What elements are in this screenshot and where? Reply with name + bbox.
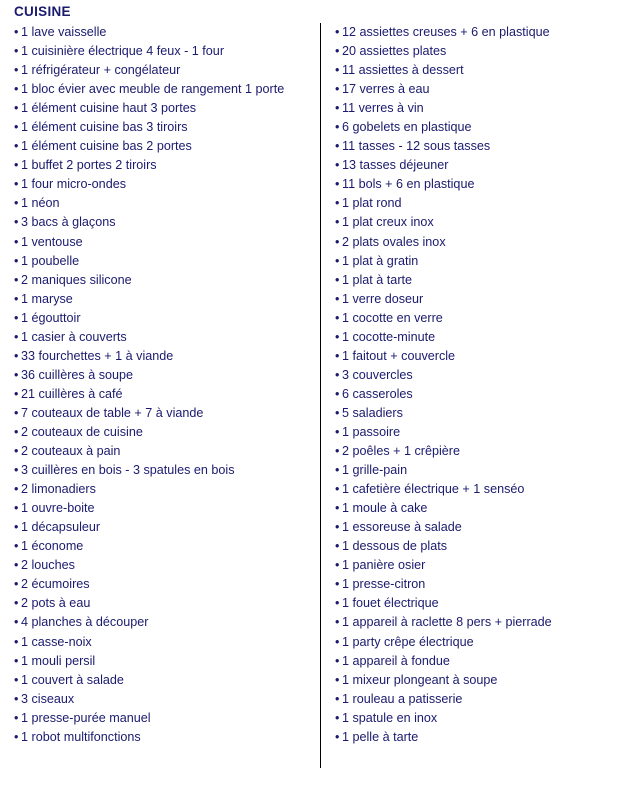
list-item	[335, 175, 621, 194]
list-item	[14, 728, 314, 747]
list-item	[14, 461, 314, 480]
bullet-marker: •	[14, 82, 19, 97]
list-item-label: 4 planches à découper	[21, 615, 149, 630]
list-item	[335, 347, 621, 366]
bullet-marker: •	[335, 386, 340, 401]
bullet-marker: •	[14, 139, 19, 154]
two-column-layout	[14, 23, 621, 768]
bullet-marker: •	[335, 501, 340, 516]
bullet-marker: •	[14, 729, 19, 744]
list-item-label: 1 essoreuse à salade	[342, 520, 462, 535]
list-item-label: 1 néon	[21, 196, 60, 211]
list-item-label: 13 tasses déjeuner	[342, 158, 449, 173]
list-item	[335, 613, 621, 632]
list-item	[14, 366, 314, 385]
list-item	[14, 290, 314, 309]
bullet-marker: •	[335, 101, 340, 116]
list-item-label: 1 maryse	[21, 291, 73, 306]
list-item-label: 1 cocotte-minute	[342, 329, 436, 344]
list-item-label: 1 casse-noix	[21, 634, 92, 649]
bullet-marker: •	[335, 672, 340, 687]
list-item-label: 1 faitout + couvercle	[342, 348, 456, 363]
list-item	[14, 347, 314, 366]
list-item-label: 1 dessous de plats	[342, 539, 448, 554]
bullet-marker: •	[335, 463, 340, 478]
list-item	[14, 137, 314, 156]
list-item-label: 12 assiettes creuses + 6 en plastique	[342, 25, 550, 39]
bullet-marker: •	[14, 101, 19, 116]
list-item-label: 1 économe	[21, 539, 84, 554]
list-item	[14, 61, 314, 80]
list-item	[14, 309, 314, 328]
list-item-label: 1 plat rond	[342, 196, 402, 211]
bullet-marker: •	[335, 253, 340, 268]
list-item-label: 1 plat à gratin	[342, 253, 419, 268]
list-item-label: 1 mixeur plongeant à soupe	[342, 672, 498, 687]
bullet-marker: •	[14, 634, 19, 649]
list-item-label: 1 mouli persil	[21, 653, 96, 668]
bullet-marker: •	[14, 44, 19, 59]
bullet-marker: •	[14, 463, 19, 478]
bullet-marker: •	[14, 196, 19, 211]
list-item	[14, 80, 314, 99]
bullet-marker: •	[335, 634, 340, 649]
list-item	[335, 518, 621, 537]
bullet-marker: •	[14, 215, 19, 230]
bullet-marker: •	[14, 291, 19, 306]
bullet-marker: •	[335, 729, 340, 744]
list-item-label: 1 élément cuisine bas 3 tiroirs	[21, 120, 188, 135]
list-item-label: 1 presse-purée manuel	[21, 710, 151, 725]
bullet-marker: •	[14, 710, 19, 725]
list-item	[335, 23, 621, 42]
list-item	[14, 23, 314, 42]
bullet-marker: •	[14, 520, 19, 535]
list-item-label: 1 four micro-ondes	[21, 177, 126, 192]
list-item-label: 3 ciseaux	[21, 691, 75, 706]
list-item-label: 7 couteaux de table + 7 à viande	[21, 405, 204, 420]
bullet-marker: •	[14, 577, 19, 592]
list-item	[14, 385, 314, 404]
bullet-marker: •	[335, 405, 340, 420]
list-item-label: 2 maniques silicone	[21, 272, 132, 287]
bullet-marker: •	[14, 558, 19, 573]
list-item-label: 1 ventouse	[21, 234, 83, 249]
list-item	[14, 233, 314, 252]
list-item-label: 1 égouttoir	[21, 310, 81, 325]
list-item-label: 1 party crêpe électrique	[342, 634, 474, 649]
list-item-label: 1 presse-citron	[342, 577, 426, 592]
list-item	[14, 271, 314, 290]
bullet-marker: •	[335, 367, 340, 382]
list-item	[335, 61, 621, 80]
bullet-marker: •	[14, 177, 19, 192]
list-item-label: 1 buffet 2 portes 2 tiroirs	[21, 158, 157, 173]
list-item-label: 20 assiettes plates	[342, 44, 447, 59]
list-item	[14, 194, 314, 213]
list-item	[14, 442, 314, 461]
list-item-label: 1 décapsuleur	[21, 520, 101, 535]
bullet-marker: •	[335, 272, 340, 287]
list-item-label: 11 tasses - 12 sous tasses	[342, 139, 491, 154]
list-item	[14, 556, 314, 575]
bullet-marker: •	[335, 539, 340, 554]
list-item-label: 1 passoire	[342, 424, 401, 439]
list-item-label: 1 moule à cake	[342, 501, 428, 516]
list-item-label: 1 appareil à raclette 8 pers + pierrade	[342, 615, 552, 630]
bullet-marker: •	[335, 120, 340, 135]
list-item-label: 1 réfrigérateur + congélateur	[21, 63, 181, 78]
bullet-marker: •	[14, 444, 19, 459]
list-item-label: 1 élément cuisine bas 2 portes	[21, 139, 192, 154]
bullet-marker: •	[14, 329, 19, 344]
list-item	[335, 499, 621, 518]
bullet-marker: •	[335, 615, 340, 630]
list-item-label: 36 cuillères à soupe	[21, 367, 134, 382]
list-item	[335, 575, 621, 594]
list-item	[335, 213, 621, 232]
list-item	[335, 366, 621, 385]
bullet-marker: •	[14, 672, 19, 687]
list-item-label: 3 couvercles	[342, 367, 413, 382]
list-item	[14, 175, 314, 194]
bullet-marker: •	[335, 520, 340, 535]
list-item	[335, 480, 621, 499]
list-item-label: 5 saladiers	[342, 405, 403, 420]
list-item	[335, 194, 621, 213]
list-item	[14, 537, 314, 556]
list-item-label: 1 panière osier	[342, 558, 426, 573]
bullet-marker: •	[14, 501, 19, 516]
list-item	[14, 42, 314, 61]
list-item-label: 1 spatule en inox	[342, 710, 438, 725]
list-item-label: 1 plat à tarte	[342, 272, 413, 287]
list-item	[14, 518, 314, 537]
list-item-label: 2 limonadiers	[21, 482, 96, 497]
list-item	[335, 404, 621, 423]
bullet-marker: •	[14, 348, 19, 363]
list-item-label: 1 fouet électrique	[342, 596, 439, 611]
list-item-label: 1 poubelle	[21, 253, 80, 268]
list-item-label: 6 gobelets en plastique	[342, 120, 472, 135]
list-item	[14, 423, 314, 442]
list-item-label: 2 louches	[21, 558, 75, 573]
bullet-marker: •	[335, 424, 340, 439]
bullet-marker: •	[14, 615, 19, 630]
list-item-label: 3 cuillères en bois - 3 spatules en bois	[21, 463, 235, 478]
list-item	[335, 156, 621, 175]
bullet-marker: •	[14, 424, 19, 439]
bullet-marker: •	[14, 482, 19, 497]
list-item-label: 1 verre doseur	[342, 291, 424, 306]
list-item-label: 11 verres à vin	[342, 101, 424, 116]
list-item	[14, 480, 314, 499]
list-item	[14, 213, 314, 232]
list-item	[335, 594, 621, 613]
list-item-label: 2 couteaux à pain	[21, 444, 121, 459]
list-item	[335, 423, 621, 442]
bullet-marker: •	[335, 482, 340, 497]
list-item	[14, 671, 314, 690]
bullet-marker: •	[335, 44, 340, 59]
list-item	[335, 118, 621, 137]
list-item	[335, 99, 621, 118]
list-item	[335, 709, 621, 728]
right-item-list	[335, 23, 621, 747]
bullet-marker: •	[335, 596, 340, 611]
bullet-marker: •	[14, 691, 19, 706]
bullet-marker: •	[335, 558, 340, 573]
list-item-label: 3 bacs à glaçons	[21, 215, 116, 230]
list-item	[14, 709, 314, 728]
bullet-marker: •	[14, 63, 19, 78]
bullet-marker: •	[335, 234, 340, 249]
list-item	[14, 252, 314, 271]
list-item	[335, 690, 621, 709]
list-item-label: 1 robot multifonctions	[21, 729, 141, 744]
list-item	[335, 633, 621, 652]
list-item	[335, 233, 621, 252]
list-item-label: 1 élément cuisine haut 3 portes	[21, 101, 197, 116]
list-item-label: 1 cafetière électrique + 1 senséo	[342, 482, 525, 497]
bullet-marker: •	[14, 272, 19, 287]
list-item-label: 1 rouleau a patisserie	[342, 691, 463, 706]
list-item	[335, 556, 621, 575]
list-item-label: 33 fourchettes + 1 à viande	[21, 348, 174, 363]
list-item-label: 1 plat creux inox	[342, 215, 434, 230]
left-column	[14, 23, 320, 747]
bullet-marker: •	[14, 596, 19, 611]
list-item-label: 6 casseroles	[342, 386, 413, 401]
bullet-marker: •	[335, 158, 340, 173]
list-item	[14, 690, 314, 709]
list-item	[335, 537, 621, 556]
list-item	[335, 137, 621, 156]
bullet-marker: •	[14, 539, 19, 554]
list-item	[335, 290, 621, 309]
bullet-marker: •	[335, 653, 340, 668]
bullet-marker: •	[335, 691, 340, 706]
left-item-list	[14, 23, 314, 747]
bullet-marker: •	[335, 63, 340, 78]
bullet-marker: •	[14, 405, 19, 420]
list-item	[335, 328, 621, 347]
list-item	[335, 728, 621, 747]
list-item-label: 2 écumoires	[21, 577, 90, 592]
list-item	[14, 633, 314, 652]
page-title: CUISINE	[14, 4, 71, 19]
list-item-label: 1 couvert à salade	[21, 672, 124, 687]
bullet-marker: •	[14, 253, 19, 268]
list-item-label: 1 cocotte en verre	[342, 310, 443, 325]
list-item-label: 21 cuillères à café	[21, 386, 123, 401]
list-item-label: 1 ouvre-boite	[21, 501, 95, 516]
bullet-marker: •	[14, 25, 19, 39]
list-item	[335, 271, 621, 290]
bullet-marker: •	[14, 120, 19, 135]
bullet-marker: •	[14, 653, 19, 668]
bullet-marker: •	[335, 291, 340, 306]
bullet-marker: •	[335, 82, 340, 97]
list-item-label: 11 bols + 6 en plastique	[342, 177, 475, 192]
list-item	[335, 652, 621, 671]
list-item	[14, 156, 314, 175]
list-item	[335, 309, 621, 328]
list-item-label: 1 grille-pain	[342, 463, 408, 478]
list-item	[335, 80, 621, 99]
list-item	[14, 652, 314, 671]
list-item-label: 2 poêles + 1 crêpière	[342, 444, 460, 459]
list-item-label: 17 verres à eau	[342, 82, 430, 97]
list-item-label: 1 bloc évier avec meuble de rangement 1 porte	[21, 82, 285, 97]
list-item	[14, 118, 314, 137]
list-item-label: 1 casier à couverts	[21, 329, 127, 344]
list-item	[335, 442, 621, 461]
bullet-marker: •	[335, 310, 340, 325]
list-item-label: 1 cuisinière électrique 4 feux - 1 four	[21, 44, 225, 59]
bullet-marker: •	[335, 177, 340, 192]
list-item-label: 1 appareil à fondue	[342, 653, 450, 668]
list-item-label: 1 lave vaisselle	[21, 25, 107, 39]
list-item-label: 2 couteaux de cuisine	[21, 424, 143, 439]
list-item	[14, 594, 314, 613]
bullet-marker: •	[335, 329, 340, 344]
list-item	[335, 252, 621, 271]
list-item	[335, 461, 621, 480]
list-item	[14, 328, 314, 347]
list-item-label: 2 plats ovales inox	[342, 234, 446, 249]
bullet-marker: •	[335, 710, 340, 725]
list-item	[335, 385, 621, 404]
bullet-marker: •	[335, 25, 340, 39]
bullet-marker: •	[14, 234, 19, 249]
bullet-marker: •	[335, 577, 340, 592]
bullet-marker: •	[14, 386, 19, 401]
bullet-marker: •	[335, 348, 340, 363]
list-item	[14, 99, 314, 118]
list-item	[14, 499, 314, 518]
list-item	[14, 575, 314, 594]
list-item-label: 11 assiettes à dessert	[342, 63, 464, 78]
right-column	[321, 23, 621, 747]
list-item-label: 2 pots à eau	[21, 596, 91, 611]
list-item-label: 1 pelle à tarte	[342, 729, 419, 744]
bullet-marker: •	[14, 310, 19, 325]
bullet-marker: •	[335, 215, 340, 230]
bullet-marker: •	[335, 444, 340, 459]
bullet-marker: •	[14, 367, 19, 382]
list-item	[335, 671, 621, 690]
list-item	[14, 613, 314, 632]
bullet-marker: •	[335, 139, 340, 154]
bullet-marker: •	[335, 196, 340, 211]
list-item	[14, 404, 314, 423]
bullet-marker: •	[14, 158, 19, 173]
list-item	[335, 42, 621, 61]
